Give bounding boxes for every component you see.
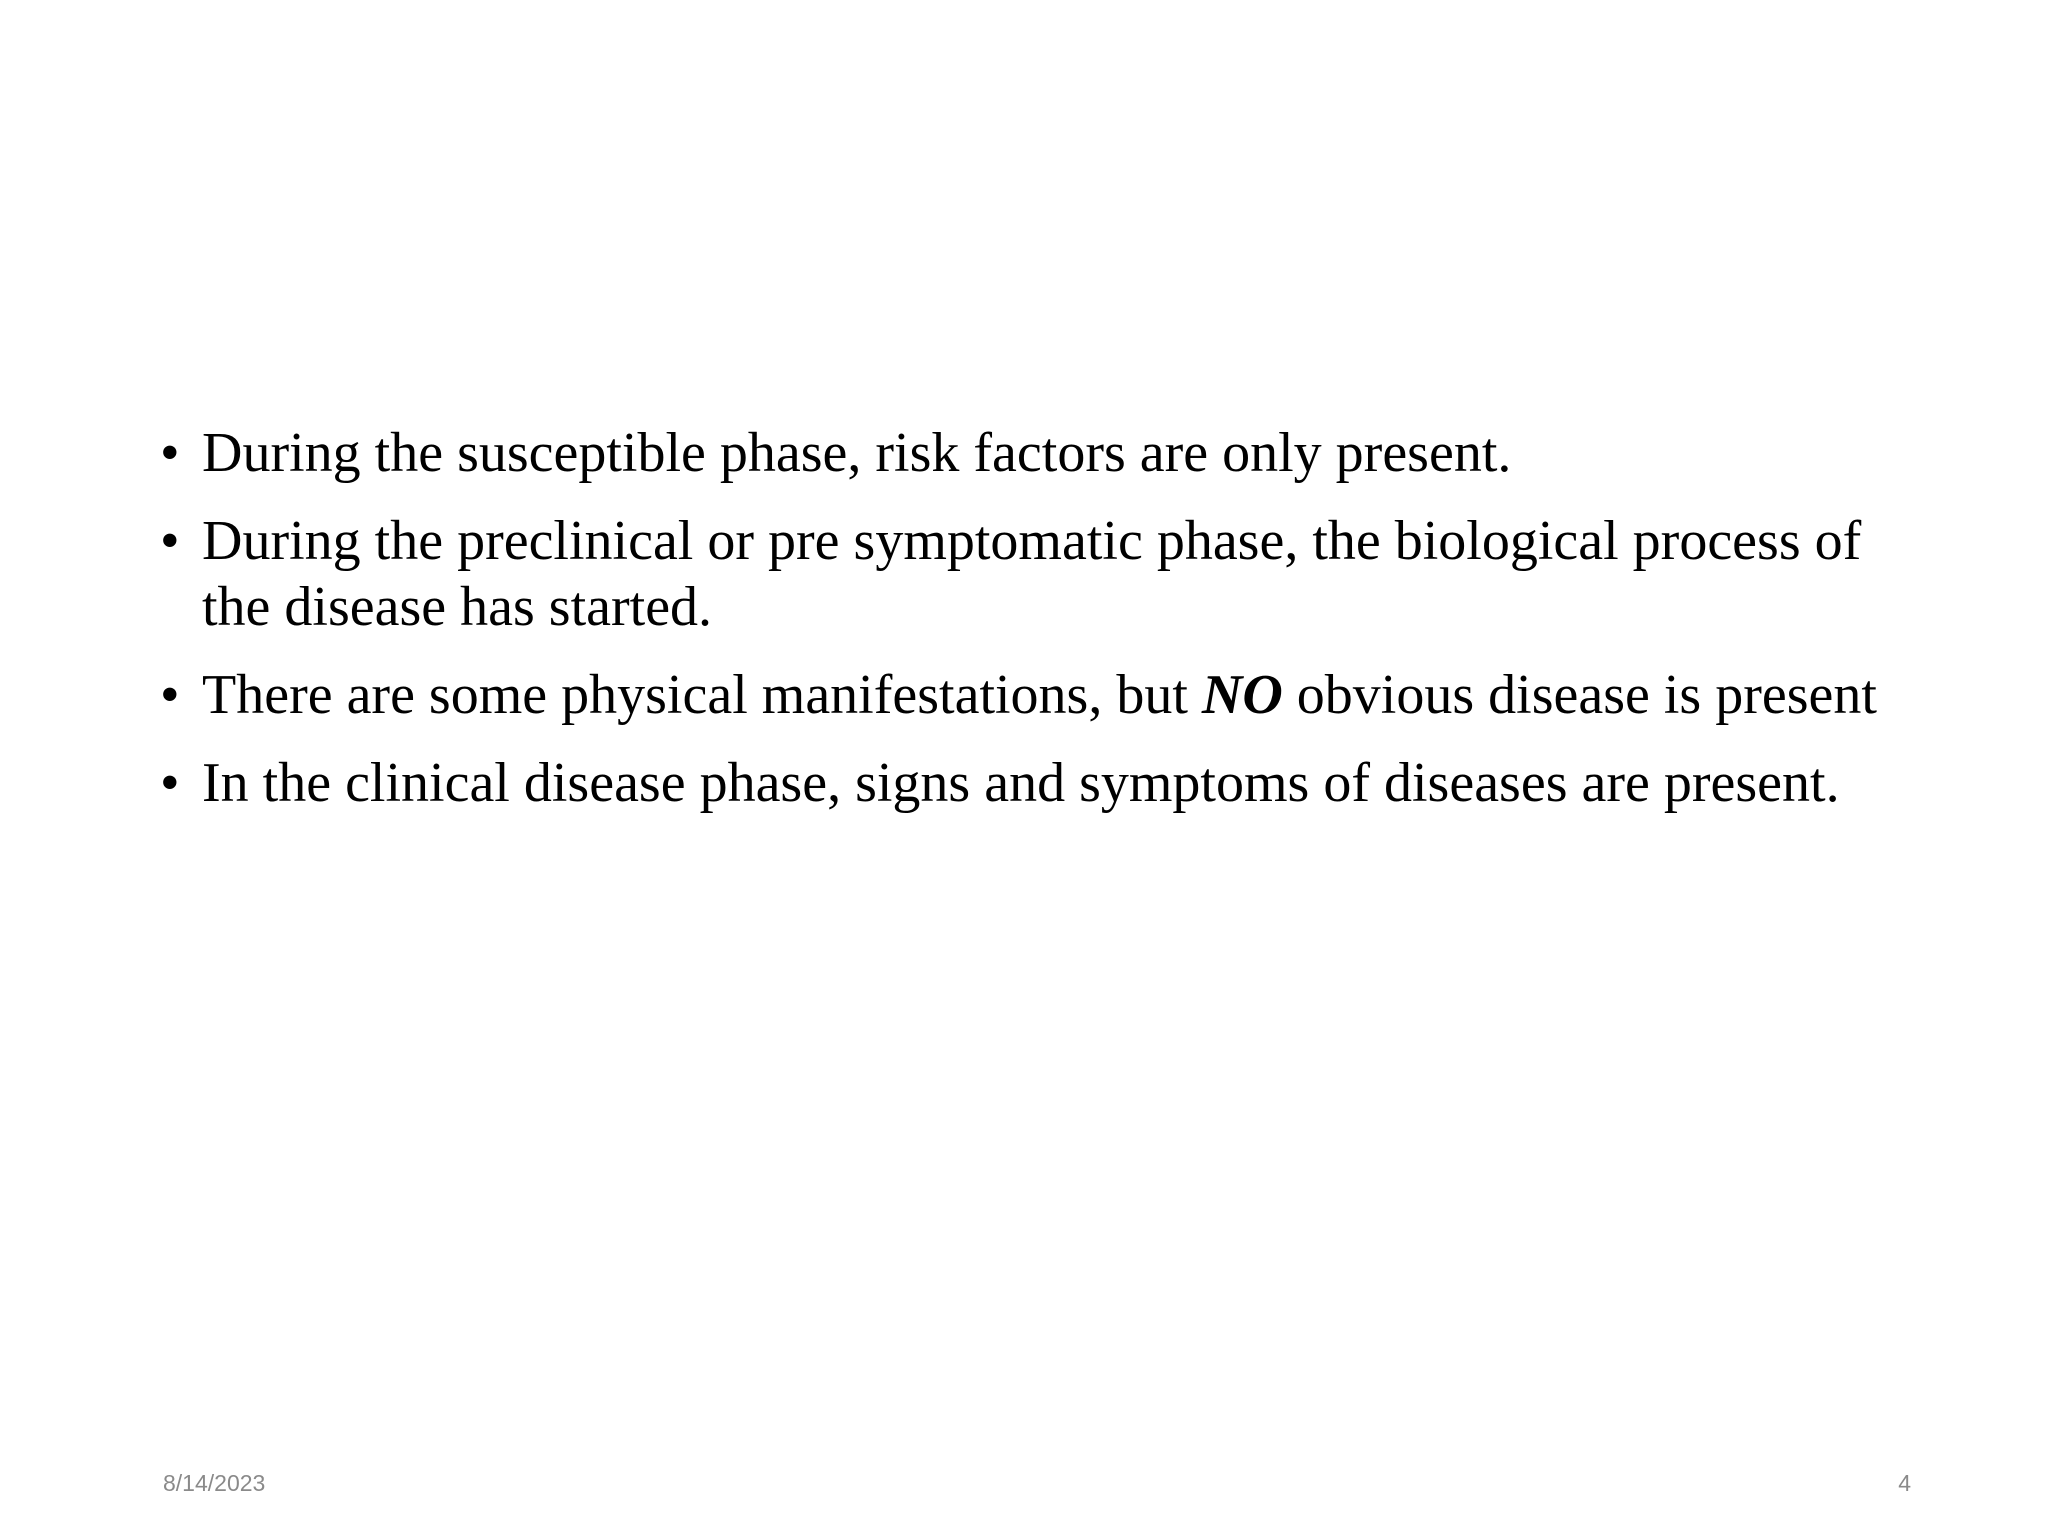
footer-date: 8/14/2023 (163, 1470, 266, 1496)
footer-page-number: 4 (1898, 1470, 1911, 1496)
bullet-icon: • (160, 510, 180, 572)
bullet-icon: • (160, 664, 180, 726)
bullet-text-before: There are some physical manifestations, but (202, 664, 1202, 726)
bullet-icon: • (160, 752, 180, 814)
bullet-item-1 (160, 420, 1920, 486)
bullet-item-3 (160, 662, 1920, 728)
bullet-text-after: obvious disease is present (1282, 664, 1877, 726)
bullet-text: During the susceptible phase, risk factors are only present. (202, 422, 1512, 484)
bullet-emphasis: NO (1201, 664, 1283, 726)
bullet-text: In the clinical disease phase, signs and symptoms of diseases are present. (202, 752, 1840, 814)
bullet-item-4 (160, 750, 1920, 816)
bullet-text (202, 664, 1877, 726)
bullet-icon: • (160, 422, 180, 484)
bullet-item-2 (160, 508, 1920, 640)
bullet-list (160, 420, 1920, 838)
bullet-text: During the preclinical or pre symptomatic phase, the biological process of the disease has started. (202, 510, 1862, 638)
